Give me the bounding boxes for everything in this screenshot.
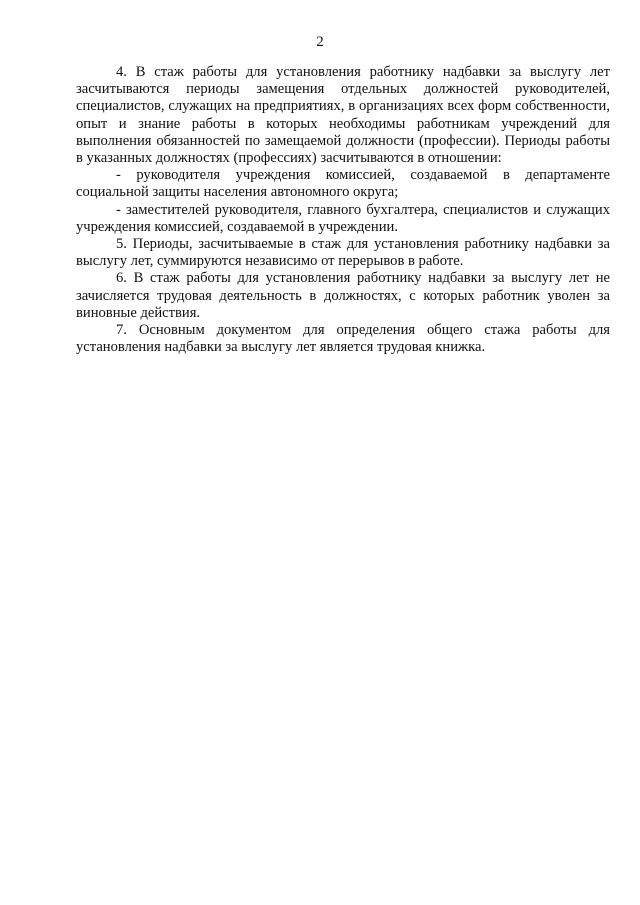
paragraph-4: 4. В стаж работы для установления работнику надбавки за выслугу лет засчитываются периоды замещения отдельных должностей руководителей, специалистов, служащих на предприятиях, в организациях всех форм собственности, опыт и знание работы в которых необходимы работникам учреждений для выполнения обязанностей по замещаемой должности (профессии). Периоды работы в указанных должностях (профессиях) засчитываются в отношении:: [76, 64, 610, 167]
list-item-director: - руководителя учреждения комиссией, создаваемой в департаменте социальной защиты населения автономного округа;: [76, 167, 610, 201]
paragraph-6: 6. В стаж работы для установления работнику надбавки за выслугу лет не зачисляется трудовая деятельность в должностях, с которых работник уволен за виновные действия.: [76, 270, 610, 321]
page-number: 2: [316, 34, 324, 50]
paragraph-5: 5. Периоды, засчитываемые в стаж для установления работнику надбавки за выслугу лет, суммируются независимо от перерывов в работе.: [76, 236, 610, 270]
paragraph-7: 7. Основным документом для определения общего стажа работы для установления надбавки за выслугу лет является трудовая книжка.: [76, 322, 610, 356]
list-item-deputies: - заместителей руководителя, главного бухгалтера, специалистов и служащих учреждения комиссией, создаваемой в учреждении.: [76, 201, 610, 235]
document-body: [76, 64, 610, 356]
